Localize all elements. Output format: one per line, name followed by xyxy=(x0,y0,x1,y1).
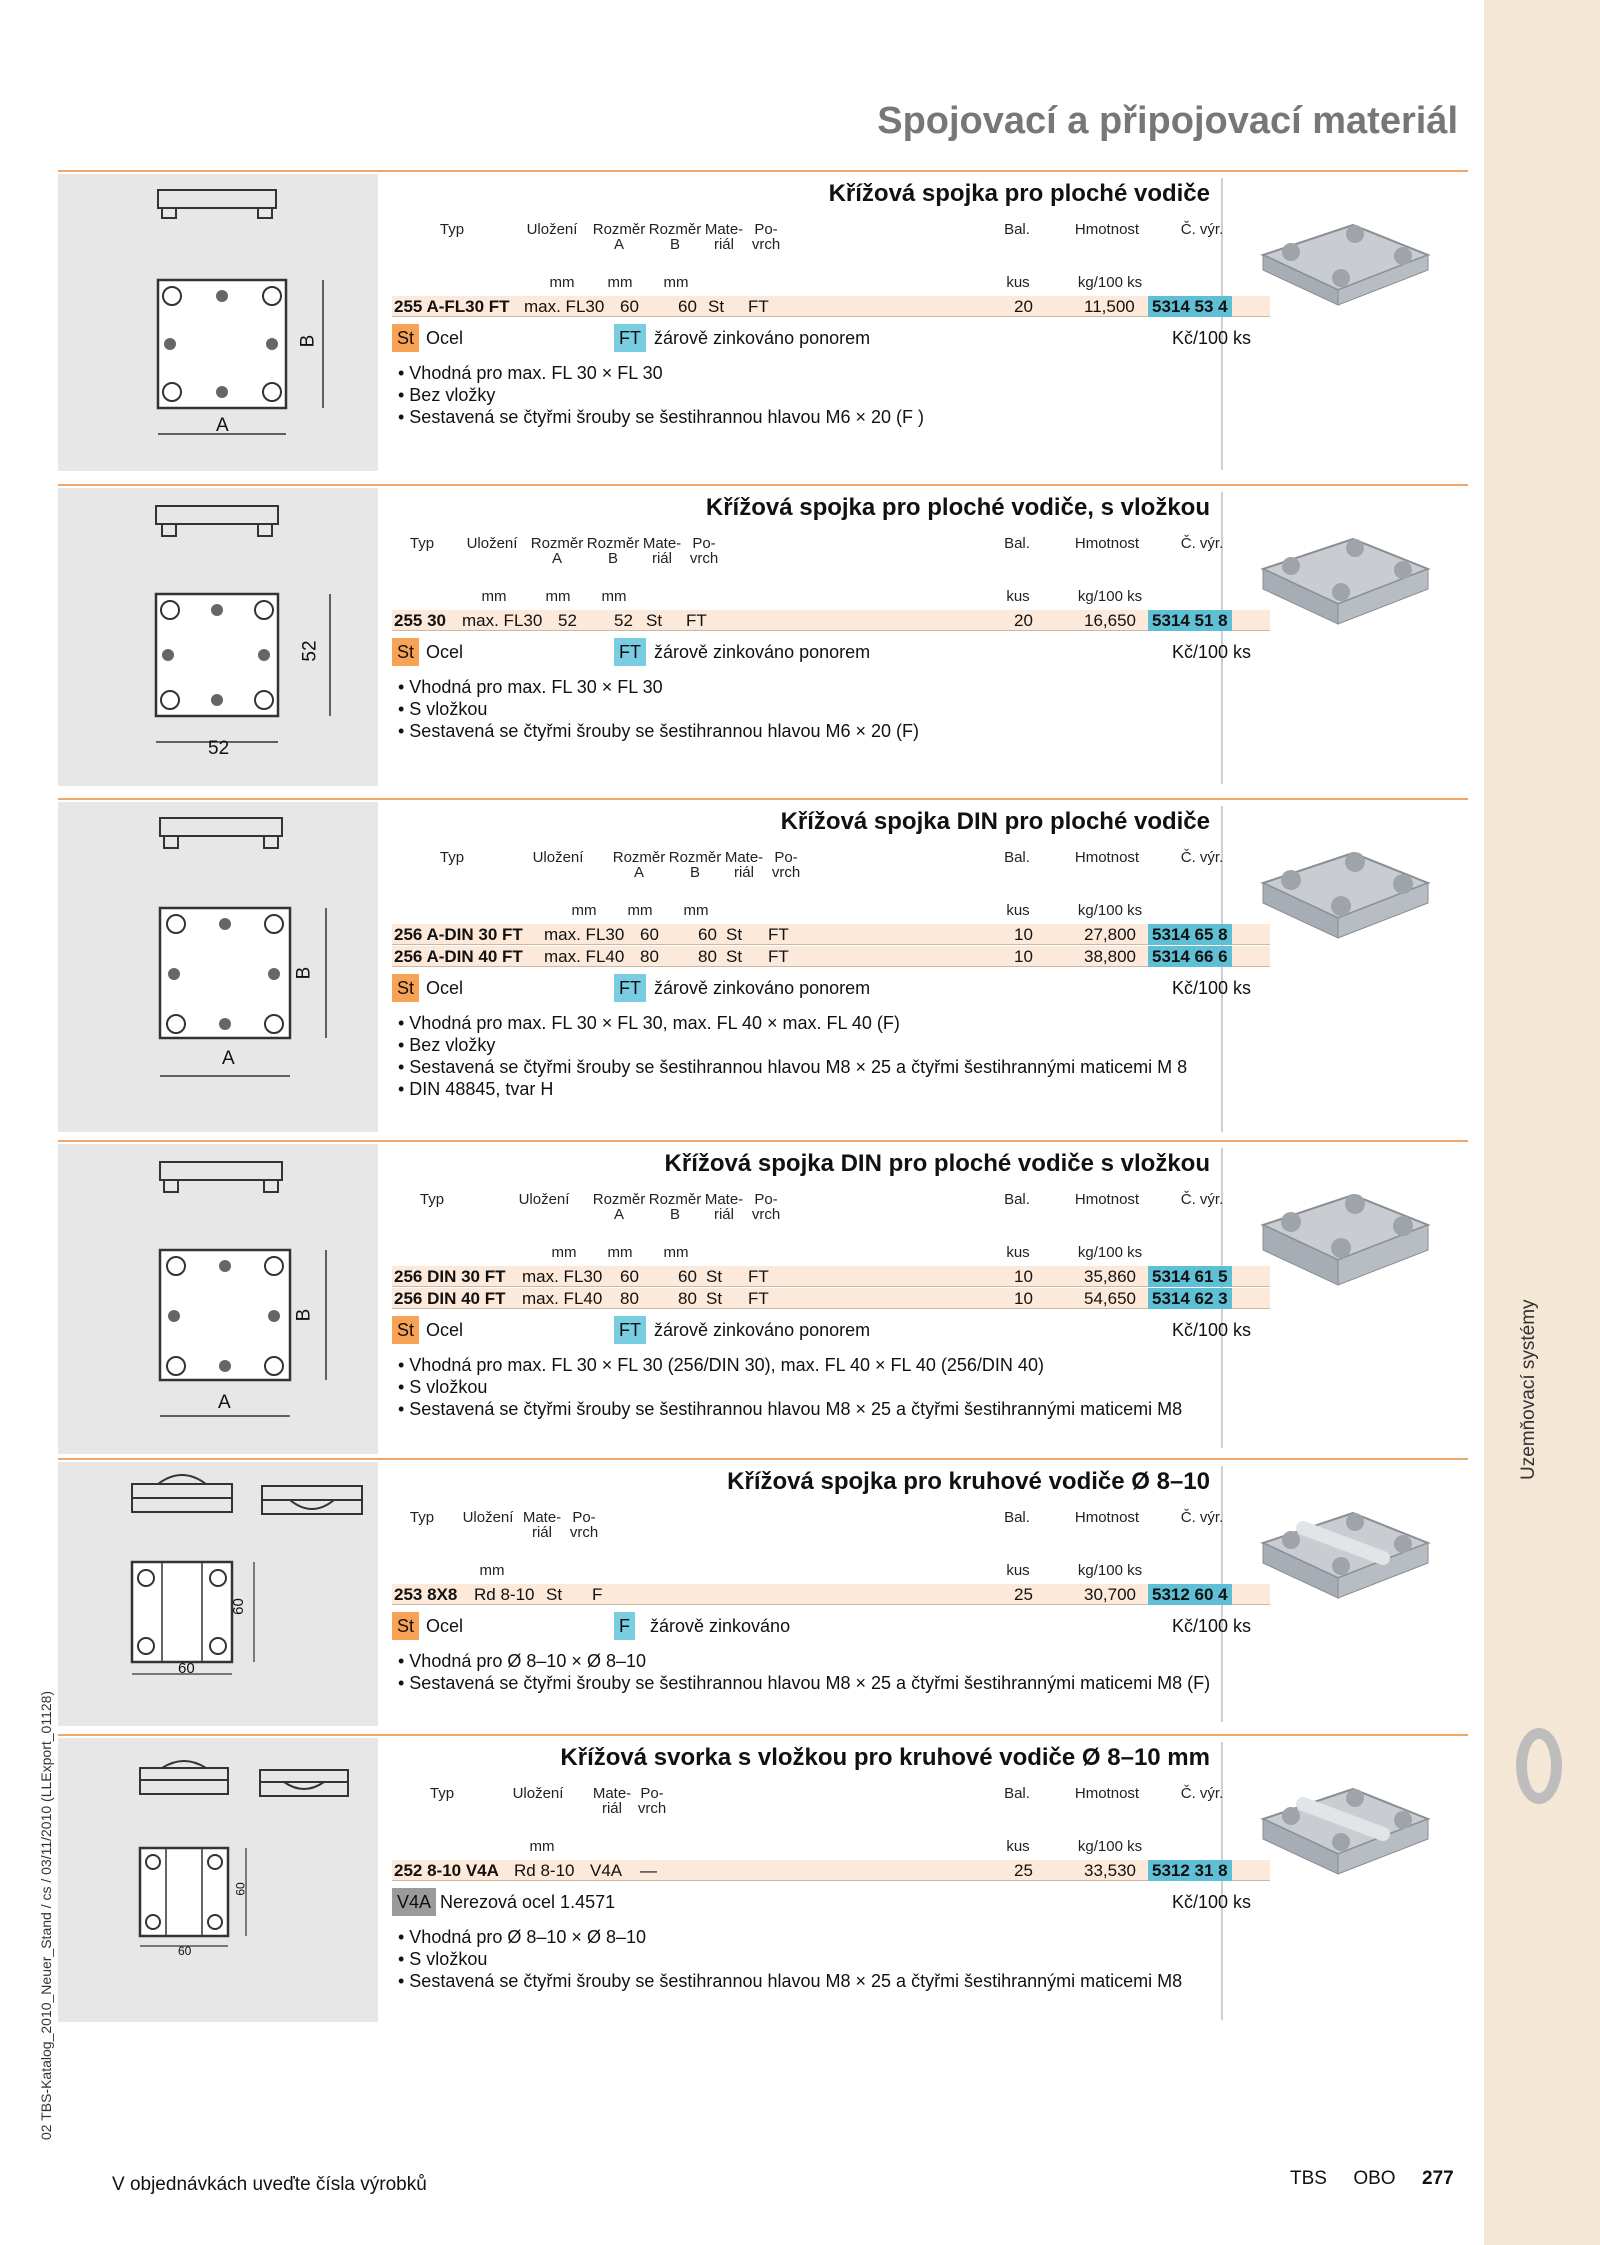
side-label: Uzemňovací systémy xyxy=(1518,1299,1539,1480)
th-bal: Bal. xyxy=(1004,1191,1030,1208)
note-item: • S vložkou xyxy=(398,1949,488,1969)
price-unit: Kč/100 ks xyxy=(1172,328,1252,348)
section-din-flat-insert xyxy=(58,1140,1468,1454)
surface-tag: FT xyxy=(614,638,646,666)
cell-code[interactable]: 5314 51 8 xyxy=(1148,610,1232,631)
material-row xyxy=(392,638,1270,666)
cell-povrch: FT xyxy=(686,611,707,630)
th-material: Mate- riál xyxy=(522,1509,562,1541)
note-item: • S vložkou xyxy=(398,699,488,719)
th-typ: Typ xyxy=(439,849,465,866)
section-flat-cross xyxy=(58,170,1468,470)
notes xyxy=(398,676,1268,742)
th-cvyr: Č. výr. xyxy=(1180,1509,1224,1526)
unit-mm: mm xyxy=(479,1562,505,1579)
cell-ulozeni: Rd 8-10 xyxy=(514,1861,575,1880)
material-name: Ocel xyxy=(426,328,464,348)
th-typ: Typ xyxy=(409,1509,435,1526)
th-povrch: Po- vrch xyxy=(637,1785,667,1817)
table-row xyxy=(392,1584,1270,1605)
surface-tag: FT xyxy=(614,324,646,352)
th-rozmer-a: Rozměr A xyxy=(530,535,584,567)
material-row xyxy=(392,1316,1270,1344)
cell-povrch: FT xyxy=(768,925,789,944)
note-item: • Vhodná pro max. FL 30 × FL 30 xyxy=(398,677,663,697)
cell-code[interactable]: 5312 60 4 xyxy=(1148,1584,1232,1605)
cell-a: 60 xyxy=(620,297,639,316)
dim-label-a: 52 xyxy=(208,738,230,759)
th-bal: Bal. xyxy=(1004,849,1030,866)
cell-hmotnost: 38,800 xyxy=(1084,947,1136,966)
note-item: • Vhodná pro max. FL 30 × FL 30, max. FL 40 × max. FL 40 (F) xyxy=(398,1013,900,1033)
th-bal: Bal. xyxy=(1004,535,1030,552)
table-row xyxy=(392,1860,1270,1881)
unit-kus: kus xyxy=(1006,1562,1030,1579)
cell-mat: St xyxy=(646,611,663,630)
price-unit: Kč/100 ks xyxy=(1172,642,1252,662)
surface-tag: F xyxy=(614,1612,635,1640)
note-item: • Vhodná pro Ø 8–10 × Ø 8–10 xyxy=(398,1651,646,1671)
price-unit: Kč/100 ks xyxy=(1172,1616,1252,1636)
th-rozmer-b: Rozměr B xyxy=(586,535,640,567)
cell-b: 60 xyxy=(678,1267,697,1286)
unit-kus: kus xyxy=(1006,274,1030,291)
section-title: Křížová spojka DIN pro ploché vodiče s vložkou xyxy=(664,1150,1210,1177)
surface-name: žárově zinkováno ponorem xyxy=(654,978,871,998)
dim-label-b: B xyxy=(293,966,315,980)
table-header xyxy=(392,1192,1270,1270)
th-hmotnost: Hmotnost xyxy=(1074,1191,1140,1208)
th-bal: Bal. xyxy=(1004,221,1030,238)
th-rozmer-a: Rozměr A xyxy=(592,221,646,253)
cell-povrch: FT xyxy=(748,1267,769,1286)
cell-b: 60 xyxy=(678,297,697,316)
cell-bal: 10 xyxy=(1014,925,1033,944)
cell-typ: 256 DIN 40 FT xyxy=(394,1289,506,1308)
dim-label-b: 60 xyxy=(233,1882,248,1896)
material-name: Ocel xyxy=(426,642,464,662)
footer-branding xyxy=(1290,2168,1454,2190)
cell-bal: 10 xyxy=(1014,947,1033,966)
cell-b: 52 xyxy=(614,611,633,630)
th-rozmer-b: Rozměr B xyxy=(648,1191,702,1223)
cell-bal: 10 xyxy=(1014,1267,1033,1286)
note-item: • Sestavená se čtyřmi šrouby se šestihrannou hlavou M6 × 20 (F) xyxy=(398,721,920,741)
unit-kus: kus xyxy=(1006,588,1030,605)
th-bal: Bal. xyxy=(1004,1785,1030,1802)
price-unit: Kč/100 ks xyxy=(1172,1320,1252,1340)
product-photo xyxy=(1243,1180,1443,1310)
th-ulozeni: Uložení xyxy=(512,1785,564,1802)
section-divider xyxy=(58,1734,1468,1736)
section-divider xyxy=(58,170,1468,172)
cell-bal: 10 xyxy=(1014,1289,1033,1308)
th-material: Mate- riál xyxy=(724,849,764,881)
dim-label-b: B xyxy=(297,334,319,348)
th-ulozeni: Uložení xyxy=(462,1509,514,1526)
th-material: Mate- riál xyxy=(642,535,682,567)
unit-kg: kg/100 ks xyxy=(1077,1244,1143,1261)
section-flat-cross-insert xyxy=(58,484,1468,784)
unit-mm: mm xyxy=(571,902,597,919)
th-povrch: Po- vrch xyxy=(771,849,801,881)
section-divider xyxy=(58,798,1468,800)
material-row xyxy=(392,1612,1270,1640)
cell-a: 80 xyxy=(620,1289,639,1308)
table-row xyxy=(392,610,1270,631)
cell-povrch: FT xyxy=(748,1289,769,1308)
table-row xyxy=(392,924,1270,945)
surface-name: žárově zinkováno xyxy=(650,1616,791,1636)
unit-kus: kus xyxy=(1006,902,1030,919)
note-item: • Vhodná pro max. FL 30 × FL 30 (256/DIN 30), max. FL 40 × FL 40 (256/DIN 40) xyxy=(398,1355,1044,1375)
cell-b: 80 xyxy=(678,1289,697,1308)
cell-a: 52 xyxy=(558,611,577,630)
th-cvyr: Č. výr. xyxy=(1180,535,1224,552)
unit-mm: mm xyxy=(545,588,571,605)
cell-code[interactable]: 5312 31 8 xyxy=(1148,1860,1232,1881)
unit-mm: mm xyxy=(663,274,689,291)
notes xyxy=(398,1650,1268,1694)
th-povrch: Po- vrch xyxy=(751,1191,781,1223)
dim-label-b: 60 xyxy=(229,1598,247,1615)
surface-tag: FT xyxy=(614,1316,646,1344)
cell-bal: 25 xyxy=(1014,1585,1033,1604)
unit-mm: mm xyxy=(601,588,627,605)
unit-kus: kus xyxy=(1006,1838,1030,1855)
th-typ: Typ xyxy=(409,535,435,552)
unit-mm: mm xyxy=(607,274,633,291)
cell-hmotnost: 30,700 xyxy=(1084,1585,1136,1604)
dim-label-a: 60 xyxy=(178,1944,192,1958)
material-tag: St xyxy=(392,974,419,1002)
cell-hmotnost: 16,650 xyxy=(1084,611,1136,630)
cell-bal: 20 xyxy=(1014,297,1033,316)
material-name: Ocel xyxy=(426,1320,464,1340)
th-typ: Typ xyxy=(439,221,465,238)
cell-povrch: F xyxy=(592,1585,603,1604)
material-tag: St xyxy=(392,1612,419,1640)
cell-typ: 256 A-DIN 30 FT xyxy=(394,925,523,944)
cell-a: 60 xyxy=(620,1267,639,1286)
cell-typ: 252 8-10 V4A xyxy=(394,1861,499,1880)
dim-label-a: A xyxy=(218,1392,231,1413)
unit-mm: mm xyxy=(481,588,507,605)
product-photo xyxy=(1243,210,1443,340)
cell-hmotnost: 27,800 xyxy=(1084,925,1136,944)
material-row xyxy=(392,324,1270,352)
unit-kus: kus xyxy=(1006,1244,1030,1261)
th-bal: Bal. xyxy=(1004,1509,1030,1526)
th-hmotnost: Hmotnost xyxy=(1074,1785,1140,1802)
section-round-clamp-insert xyxy=(58,1734,1468,2020)
side-strip xyxy=(1484,0,1600,2245)
notes xyxy=(398,1012,1268,1100)
cell-mat: St xyxy=(706,1289,723,1308)
drawing xyxy=(58,802,378,1132)
unit-mm: mm xyxy=(627,902,653,919)
product-photo xyxy=(1243,838,1443,968)
table-row xyxy=(392,1266,1270,1287)
unit-kg: kg/100 ks xyxy=(1077,1562,1143,1579)
material-name: Ocel xyxy=(426,1616,464,1636)
material-tag: St xyxy=(392,1316,419,1344)
section-title: Křížová spojka pro kruhové vodiče Ø 8–10 xyxy=(727,1468,1210,1495)
footer-brand-tbs: TBS xyxy=(1290,2168,1327,2189)
th-cvyr: Č. výr. xyxy=(1180,849,1224,866)
cell-code[interactable]: 5314 65 8 xyxy=(1148,924,1232,945)
product-photo xyxy=(1243,524,1443,654)
note-item: • Bez vložky xyxy=(398,1035,496,1055)
table-header xyxy=(392,222,1270,300)
left-vertical-text: 02 TBS-Katalog_2010_Neuer_Stand / cs / 03/11/2010 (LLExport_01128) xyxy=(38,1690,54,2140)
surface-name: žárově zinkováno ponorem xyxy=(654,328,871,348)
th-ulozeni: Uložení xyxy=(526,221,578,238)
cell-typ: 253 8X8 xyxy=(394,1585,458,1604)
note-item: • Sestavená se čtyřmi šrouby se šestihrannou hlavou M8 × 25 a čtyřmi šestihrannými maticemi M8 xyxy=(398,1399,1183,1419)
cell-code[interactable]: 5314 62 3 xyxy=(1148,1288,1232,1309)
table-row xyxy=(392,946,1270,967)
th-ulozeni: Uložení xyxy=(532,849,584,866)
notes xyxy=(398,1926,1268,1992)
note-item: • Sestavená se čtyřmi šrouby se šestihrannou hlavou M6 × 20 (F ) xyxy=(398,407,925,427)
material-row xyxy=(392,1888,1270,1916)
section-title: Křížová spojka pro ploché vodiče, s vložkou xyxy=(705,494,1210,521)
cell-ulozeni: max. FL30 xyxy=(522,1267,603,1286)
unit-mm: mm xyxy=(663,1244,689,1261)
cell-hmotnost: 33,530 xyxy=(1084,1861,1136,1880)
cell-mat: St xyxy=(726,947,743,966)
unit-kg: kg/100 ks xyxy=(1077,1838,1143,1855)
th-cvyr: Č. výr. xyxy=(1180,1785,1224,1802)
th-material: Mate- riál xyxy=(704,1191,744,1223)
section-round-cross xyxy=(58,1458,1468,1730)
unit-kg: kg/100 ks xyxy=(1077,902,1143,919)
unit-mm: mm xyxy=(683,902,709,919)
material-tag: V4A xyxy=(392,1888,436,1916)
section-divider xyxy=(58,1140,1468,1142)
th-typ: Typ xyxy=(429,1785,455,1802)
th-hmotnost: Hmotnost xyxy=(1074,849,1140,866)
dim-label-b: 52 xyxy=(299,640,321,662)
note-item: • Sestavená se čtyřmi šrouby se šestihrannou hlavou M8 × 25 a čtyřmi šestihrannými maticemi M8 (F) xyxy=(398,1673,1211,1693)
note-item: • Vhodná pro Ø 8–10 × Ø 8–10 xyxy=(398,1927,646,1947)
th-cvyr: Č. výr. xyxy=(1180,1191,1224,1208)
material-name: Nerezová ocel 1.4571 xyxy=(440,1892,616,1912)
cell-code[interactable]: 5314 53 4 xyxy=(1148,296,1232,317)
th-ulozeni: Uložení xyxy=(518,1191,570,1208)
surface-name: žárově zinkováno ponorem xyxy=(654,1320,871,1340)
cell-b: 80 xyxy=(698,947,717,966)
cell-code[interactable]: 5314 61 5 xyxy=(1148,1266,1232,1287)
cell-mat: St xyxy=(708,297,725,316)
price-unit: Kč/100 ks xyxy=(1172,1892,1252,1912)
cell-mat: St xyxy=(546,1585,563,1604)
notes xyxy=(398,1354,1268,1420)
note-item: • Bez vložky xyxy=(398,385,496,405)
unit-mm: mm xyxy=(529,1838,555,1855)
cell-typ: 256 A-DIN 40 FT xyxy=(394,947,523,966)
table-header xyxy=(392,1510,1270,1588)
unit-kg: kg/100 ks xyxy=(1077,274,1143,291)
dim-label-a: 60 xyxy=(178,1660,195,1677)
th-ulozeni: Uložení xyxy=(466,535,518,552)
cell-povrch: FT xyxy=(768,947,789,966)
section-divider xyxy=(58,484,1468,486)
cell-ulozeni: Rd 8-10 xyxy=(474,1585,535,1604)
side-ring-icon xyxy=(1516,1728,1562,1804)
th-rozmer-a: Rozměr A xyxy=(612,849,666,881)
th-rozmer-b: Rozměr B xyxy=(668,849,722,881)
page-title: Spojovací a připojovací materiál xyxy=(877,100,1458,142)
cell-code[interactable]: 5314 66 6 xyxy=(1148,946,1232,967)
cell-mat: St xyxy=(706,1267,723,1286)
cell-ulozeni: max. FL40 xyxy=(522,1289,603,1308)
section-title: Křížová spojka pro ploché vodiče xyxy=(828,180,1210,207)
cell-ulozeni: max. FL30 xyxy=(524,297,605,316)
th-material: Mate- riál xyxy=(704,221,744,253)
material-tag: St xyxy=(392,324,419,352)
th-hmotnost: Hmotnost xyxy=(1074,221,1140,238)
section-title: Křížová spojka DIN pro ploché vodiče xyxy=(780,808,1210,835)
note-item: • Sestavená se čtyřmi šrouby se šestihrannou hlavou M8 × 25 a čtyřmi šestihrannými maticemi M8 xyxy=(398,1971,1183,1991)
th-cvyr: Č. výr. xyxy=(1180,221,1224,238)
product-photo xyxy=(1243,1498,1443,1628)
surface-name: žárově zinkováno ponorem xyxy=(654,642,871,662)
section-divider xyxy=(58,1458,1468,1460)
cell-bal: 25 xyxy=(1014,1861,1033,1880)
dim-label-a: A xyxy=(216,415,229,436)
th-povrch: Po- vrch xyxy=(569,1509,599,1541)
cell-ulozeni: max. FL30 xyxy=(462,611,543,630)
cell-povrch: — xyxy=(640,1861,657,1880)
th-rozmer-a: Rozměr A xyxy=(592,1191,646,1223)
cell-mat: V4A xyxy=(590,1861,623,1880)
section-title: Křížová svorka s vložkou pro kruhové vodiče Ø 8–10 mm xyxy=(560,1744,1210,1771)
cell-typ: 255 30 xyxy=(394,611,446,630)
cell-typ: 256 DIN 30 FT xyxy=(394,1267,506,1286)
th-hmotnost: Hmotnost xyxy=(1074,535,1140,552)
dim-label-b: B xyxy=(293,1308,315,1322)
th-povrch: Po- vrch xyxy=(751,221,781,253)
section-din-flat xyxy=(58,798,1468,1136)
th-povrch: Po- vrch xyxy=(689,535,719,567)
table-header xyxy=(392,536,1270,614)
drawing xyxy=(58,1738,378,2022)
cell-ulozeni: max. FL30 xyxy=(544,925,625,944)
notes xyxy=(398,362,1268,428)
cell-a: 80 xyxy=(640,947,659,966)
cell-hmotnost: 54,650 xyxy=(1084,1289,1136,1308)
cell-hmotnost: 35,860 xyxy=(1084,1267,1136,1286)
cell-hmotnost: 11,500 xyxy=(1084,297,1135,316)
cell-a: 60 xyxy=(640,925,659,944)
table-header xyxy=(392,850,1270,928)
note-item: • Sestavená se čtyřmi šrouby se šestihrannou hlavou M8 × 25 a čtyřmi šestihrannými maticemi M 8 xyxy=(398,1057,1188,1077)
product-photo xyxy=(1243,1774,1443,1904)
material-tag: St xyxy=(392,638,419,666)
unit-mm: mm xyxy=(551,1244,577,1261)
note-item: • Vhodná pro max. FL 30 × FL 30 xyxy=(398,363,663,383)
note-item: • DIN 48845, tvar H xyxy=(398,1079,554,1099)
footer-brand-obo: OBO xyxy=(1353,2168,1396,2189)
th-typ: Typ xyxy=(419,1191,445,1208)
th-material: Mate- riál xyxy=(592,1785,632,1817)
unit-mm: mm xyxy=(607,1244,633,1261)
cell-mat: St xyxy=(726,925,743,944)
note-item: • S vložkou xyxy=(398,1377,488,1397)
th-hmotnost: Hmotnost xyxy=(1074,1509,1140,1526)
cell-povrch: FT xyxy=(748,297,769,316)
table-header xyxy=(392,1786,1270,1864)
unit-mm: mm xyxy=(549,274,575,291)
surface-tag: FT xyxy=(614,974,646,1002)
dim-label-a: A xyxy=(222,1048,235,1069)
table-row xyxy=(392,296,1270,317)
table-row xyxy=(392,1288,1270,1309)
drawing xyxy=(58,1462,378,1726)
footer-note: V objednávkách uveďte čísla výrobků xyxy=(112,2174,427,2195)
cell-ulozeni: max. FL40 xyxy=(544,947,625,966)
cell-typ: 255 A-FL30 FT xyxy=(394,297,510,316)
material-name: Ocel xyxy=(426,978,464,998)
material-row xyxy=(392,974,1270,1002)
unit-kg: kg/100 ks xyxy=(1077,588,1143,605)
th-rozmer-b: Rozměr B xyxy=(648,221,702,253)
page-number: 277 xyxy=(1422,2168,1454,2189)
cell-bal: 20 xyxy=(1014,611,1033,630)
price-unit: Kč/100 ks xyxy=(1172,978,1252,998)
cell-b: 60 xyxy=(698,925,717,944)
